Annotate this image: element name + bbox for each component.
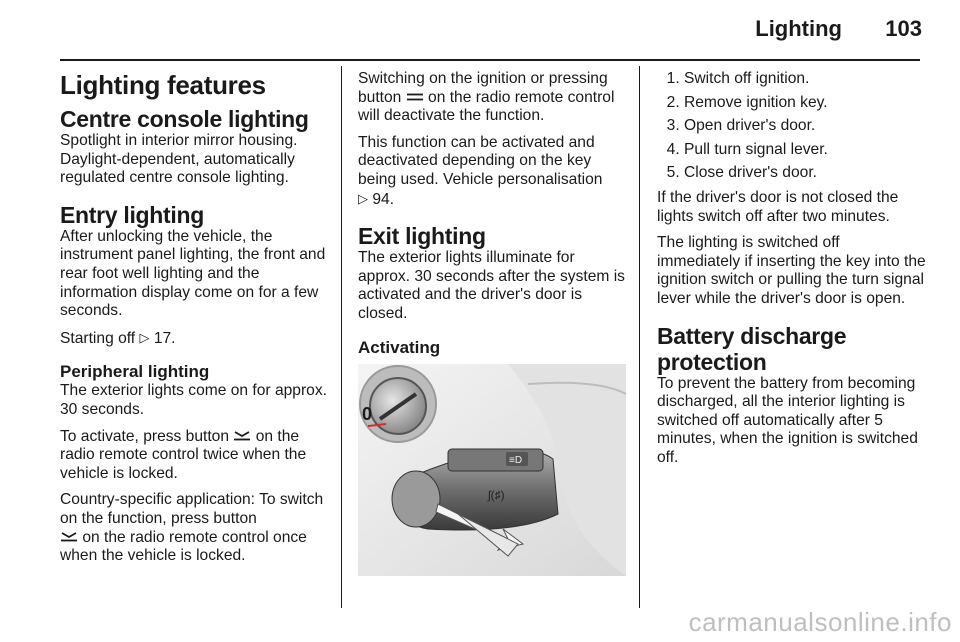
svg-text:≡D: ≡D (509, 454, 523, 466)
deactivate-text: Switching on the ignition or pressing button on the radio remote control will deactivate the function. (358, 70, 615, 125)
entry-ref-num: 17. (153, 329, 176, 347)
page-number: 103 (885, 16, 922, 41)
switched-off-text: The lighting is switched off immediately if inserting the key into the ignition switch or pulling the turn signal lever while the driver's door is open. (657, 234, 926, 307)
entry-lighting-heading: Entry lighting (60, 201, 205, 228)
entry-lighting-text: After unlocking the vehicle, the instrument panel lighting, the front and rear foot well lighting and the information display come on for a few seconds. (60, 227, 326, 320)
list-item: 2. Remove ignition key. (684, 94, 927, 113)
peripheral-lighting-heading: Peripheral lighting (60, 362, 210, 382)
exit-lighting-heading: Exit lighting (358, 223, 486, 250)
list-item: 3. Open driver's door. (684, 117, 927, 136)
list-item: 4. Pull turn signal lever. (684, 141, 927, 160)
exit-lighting-text: The exterior lights illuminate for approx. 30 seconds after the system is activated and the driver's door is closed. (358, 249, 625, 322)
turn-signal-lever-illustration (358, 364, 626, 576)
list-item: 5. Close driver's door. (684, 164, 927, 183)
unlock-button-icon (60, 532, 78, 542)
page-heading: Lighting features (60, 70, 266, 100)
activation-steps (657, 70, 927, 183)
column-2 (358, 70, 628, 576)
list-item: 1. Switch off ignition. (684, 70, 927, 89)
activating-heading: Activating (358, 337, 441, 357)
ignition-position-label: 0 (362, 403, 373, 424)
unlock-button-icon (233, 431, 251, 441)
entry-reference (60, 329, 332, 349)
column-divider-2 (639, 66, 640, 608)
personalisation-text: This function can be activated and deactivated depending on the key being used. Vehicle personalisation ▷ 94. (358, 133, 603, 208)
column-3 (657, 70, 927, 476)
peripheral-text-1: The exterior lights come on for approx. 30 seconds. (60, 382, 327, 418)
door-not-closed-text: If the driver's door is not closed the lights switch off after two minutes. (657, 188, 899, 225)
page-ref-arrow-icon: ▷ (139, 329, 150, 345)
header-divider (60, 59, 920, 61)
battery-protection-heading: Battery discharge protection (657, 322, 847, 375)
svg-text:ʃ(♯): ʃ(♯) (488, 487, 505, 502)
section-title: Lighting (755, 16, 842, 41)
watermark: carmanualsonline.info (688, 607, 952, 637)
column-1 (60, 70, 332, 574)
entry-ref-text: Starting off (60, 329, 136, 347)
centre-console-heading: Centre console lighting (60, 106, 309, 132)
peripheral-text-2: To activate, press button on the radio remote control twice when the vehicle is locked. (60, 427, 307, 482)
centre-console-text: Spotlight in interior mirror housing. Daylight-dependent, automatically regulated centre console lighting. (60, 132, 298, 187)
peripheral-text-3: Country-specific application: To switch on the function, press button on the radio remote control once when the vehicle is locked. (60, 491, 324, 565)
battery-protection-text: To prevent the battery from becoming discharged, all the interior lighting is switched off automatically after 5 minutes, when the ignition is switched off. (657, 374, 918, 466)
page-ref-arrow-icon: ▷ (358, 190, 368, 206)
lock-button-icon (406, 92, 424, 102)
column-divider-1 (341, 66, 342, 608)
